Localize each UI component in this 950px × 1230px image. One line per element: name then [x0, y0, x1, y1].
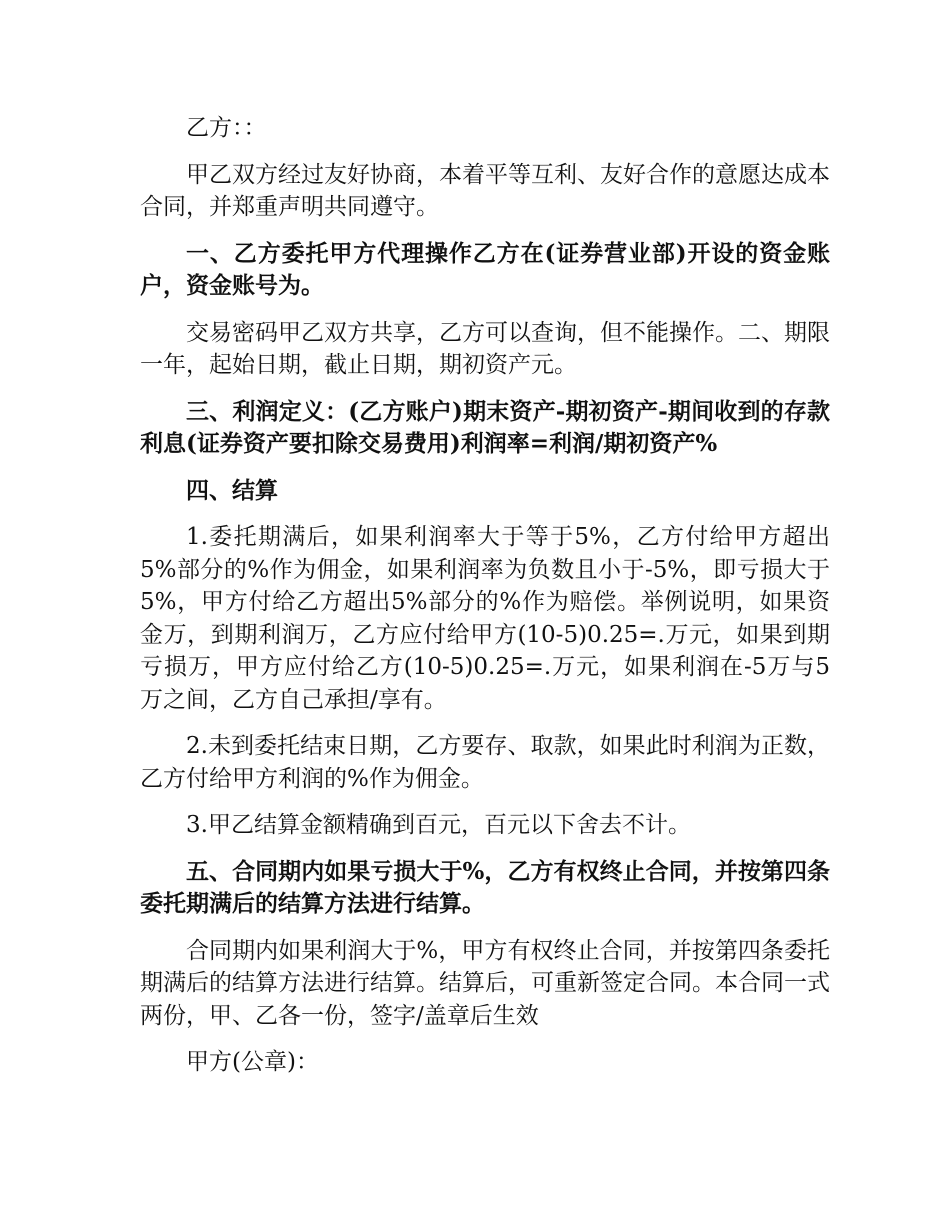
- clause-1-heading: 一、乙方委托甲方代理操作乙方在(证券营业部)开设的资金账户，资金账号为。: [140, 239, 830, 299]
- document-page: [140, 112, 830, 1093]
- clause-4-heading: 四、结算: [186, 476, 278, 504]
- settlement-item-1: 1.委托期满后，如果利润率大于等于5%，乙方付给甲方超出5%部分的%作为佣金，如果利润率为负数且小于-5%，即亏损大于5%，甲方付给乙方超出5%部分的%作为赔偿。举例说明，如果资金万，到期利润万，乙方应付给甲方(10-5)0.25=.万元，如果到期亏损万，甲方应付给乙方(10-5)0.25=.万元，如果利润在-5万与5万之间，乙方自己承担/享有。: [140, 524, 830, 713]
- party-a-seal-line: 甲方(公章)：: [186, 1049, 319, 1075]
- clause-5-heading: 五、合同期内如果亏损大于%，乙方有权终止合同，并按第四条委托期满后的结算方法进行结算。: [140, 857, 830, 917]
- termination-paragraph: 合同期内如果利润大于%，甲方有权终止合同，并按第四条委托期满后的结算方法进行结算。结算后，可重新签定合同。本合同一式两份，甲、乙各一份，签字/盖章后生效: [140, 937, 830, 1029]
- clause-3-profit-definition: 三、利润定义：(乙方账户)期末资产-期初资产-期间收到的存款利息(证券资产要扣除交易费用)利润率=利润/期初资产%: [140, 397, 830, 457]
- preamble-paragraph: 甲乙双方经过友好协商，本着平等互利、友好合作的意愿达成本合同，并郑重声明共同遵守。: [140, 161, 830, 220]
- settlement-item-3: 3.甲乙结算金额精确到百元，百元以下舍去不计。: [186, 812, 691, 838]
- party-b-line: 乙方：：: [186, 115, 267, 141]
- clause-1-password-paragraph: 交易密码甲乙双方共享，乙方可以查询，但不能操作。二、期限一年，起始日期，截止日期，期初资产元。: [140, 319, 830, 378]
- settlement-item-2: 2.未到委托结束日期，乙方要存、取款，如果此时利润为正数，乙方付给甲方利润的%作为佣金。: [140, 733, 830, 792]
